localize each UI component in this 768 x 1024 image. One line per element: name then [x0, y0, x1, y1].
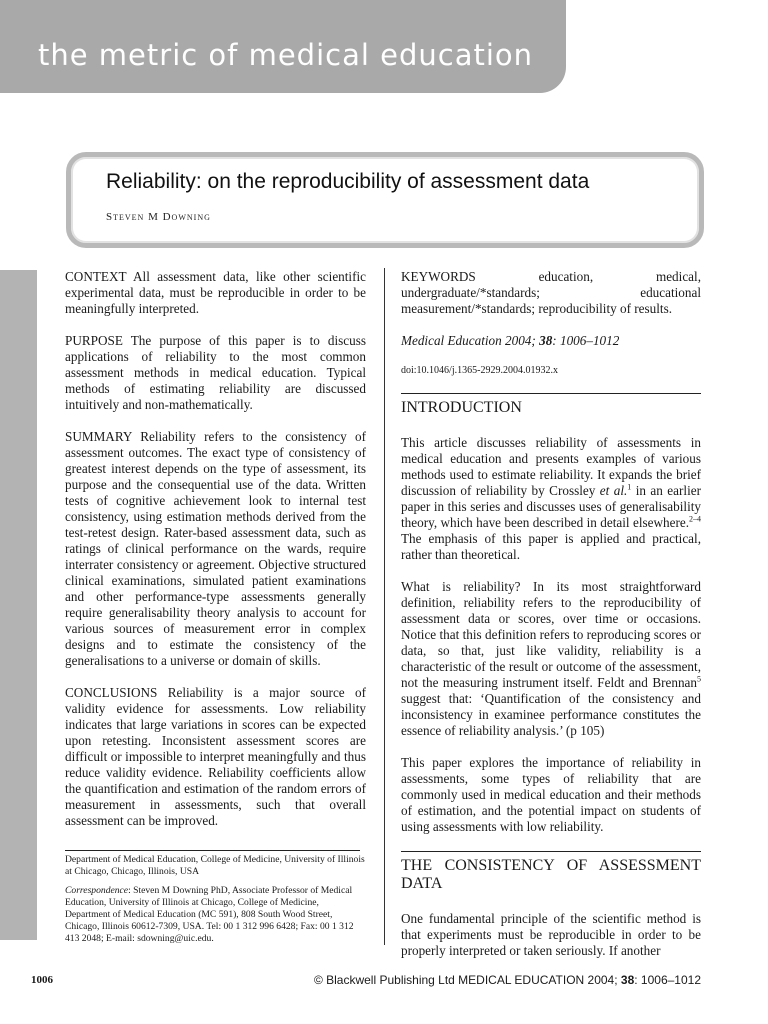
intro-p1-text-b: in an earlier paper in this series and discusses uses of generalisability theory, which have been described in detail elsewhere.: [401, 483, 701, 530]
intro-p1-ref-2: 2–4: [689, 514, 701, 524]
citation-pages: : 1006–1012: [552, 333, 620, 348]
title-frame: [66, 152, 704, 248]
journal-banner: [0, 0, 566, 93]
intro-p1-text-c: The emphasis of this paper is applied and practical, rather than theoretical.: [401, 531, 701, 562]
intro-p1-etal: et al.: [599, 483, 628, 498]
body-column: [401, 269, 701, 975]
correspondence-text: : Steven M Downing PhD, Associate Professor of Medical Education, University of Illinois at Chicago, College of Medicine, Department of Medical Education (MC 591), 808 South Wood Street, Chicago, Illinois 60612-7309, USA. Tel: 00 1 312 996 6428; Fax: 00 1 312 413 2048; E-mail: sdowning@uic.edu.: [65, 885, 354, 944]
author-name: Steven M Downing: [106, 211, 211, 223]
abstract-purpose-text: The purpose of this paper is to discuss applications of reliability to the most common assessment methods in medical education. Typical methods of estimating reliability are discussed intuitively and non-mathematically.: [65, 333, 367, 412]
introduction-heading: INTRODUCTION: [401, 399, 522, 416]
intro-p1-ref-1: 1: [627, 482, 632, 492]
affiliation-correspondence: [65, 885, 366, 945]
consistency-heading: THE CONSISTENCY OF ASSESSMENT DATA: [401, 857, 701, 892]
abstract-purpose-head: PURPOSE: [65, 333, 123, 348]
introduction-rule: [401, 393, 701, 394]
keywords: [401, 269, 701, 317]
introduction-paragraph-2: [401, 579, 701, 739]
intro-p2-ref: 5: [697, 674, 701, 684]
footer-volume: 38: [620, 973, 635, 987]
consistency-paragraph-1: One fundamental principle of the scientific method is that experiments must be reproducible in order to be properly interpreted or taken seriously. If another: [401, 911, 701, 958]
column-divider: [384, 268, 385, 945]
abstract-conclusions-head: CONCLUSIONS: [65, 685, 158, 700]
citation-year: 2004;: [505, 333, 536, 348]
abstract-purpose: [65, 333, 366, 413]
introduction-paragraph-3: This paper explores the importance of reliability in assessments, some types of reliability that are commonly used in medical education and their methods of estimation, and the potential impact on students of using assessments with low reliability.: [401, 755, 701, 834]
citation-line: [401, 333, 701, 349]
consistency-rule: [401, 851, 701, 852]
footer-publisher: © Blackwell Publishing Ltd MEDICAL EDUCATION 2004;: [313, 973, 618, 987]
introduction-paragraph-1: [401, 435, 701, 563]
correspondence-label: Correspondence: [65, 885, 129, 896]
keywords-head: KEYWORDS: [401, 269, 476, 284]
abstract-summary-head: SUMMARY: [65, 429, 132, 444]
abstract-column: [65, 269, 366, 845]
footer-copyright: [314, 973, 701, 987]
citation-doi: doi:10.1046/j.1365-2929.2004.01932.x: [401, 365, 558, 376]
citation-journal: Medical Education: [401, 333, 502, 348]
abstract-context: [65, 269, 366, 317]
banner-title: the metric of medical education: [38, 38, 534, 72]
affiliation-block: [65, 854, 366, 952]
abstract-conclusions: [65, 685, 366, 829]
page-number: 1006: [31, 974, 53, 986]
intro-p2-text-a: What is reliability? In its most straightforward definition, reliability refers to the reproducibility of assessment data or scores, over time or occasions. Notice that this definition refers to reproducing scores or data, so that, just like validity, reliability is a characteristic of the result or outcome of the assessment, not the measuring instrument itself. Feldt and Brennan: [401, 579, 701, 690]
affiliation-rule: [65, 850, 360, 851]
intro-p1-text-a: This article discusses reliability of assessments in medical education and presents examples of various methods used to estimate reliability. It expands the brief discussion of reliability by Crossley: [401, 435, 701, 498]
abstract-summary: [65, 429, 366, 669]
abstract-conclusions-text: Reliability is a major source of validity evidence for assessments. Low reliability indicates that large variations in scores can be expected upon retesting. Inconsistent assessment scores are difficult or impossible to interpret meaningfully and thus reduce validity evidence. Reliability coefficients allow the quantification and estimation of the random errors of measurement in assessments, such that overall assessment can be improved.: [65, 685, 366, 828]
article-title: Reliability: on the reproducibility of assessment data: [106, 170, 590, 193]
abstract-context-text: All assessment data, like other scientific experimental data, must be reproducible in order to be meaningfully interpreted.: [65, 269, 367, 316]
abstract-context-head: CONTEXT: [65, 269, 127, 284]
abstract-summary-text: Reliability refers to the consistency of assessment outcomes. The exact type of consistency of greatest interest depends on the type of assessment, its purpose and the consequential use of the data. Written tests of cognitive achievement look to internal test consistency, using estimation methods derived from the test-retest design. Rater-based assessment data, such as ratings of clinical performance on the wards, require interrater consistency or agreement. Objective structured clinical examinations, simulated patient examinations and other performance-type assessments generally require generalisability theory analysis to account for various sources of measurement error in complex designs and to estimate the consistency of the generalisations to a universe or domain of skills.: [65, 429, 366, 668]
intro-p2-text-b: suggest that: ‘Quantification of the consistency and inconsistency in examinee performance constitutes the essence of reliability analysis.’ (p 105): [401, 691, 701, 738]
citation-volume: 38: [539, 333, 553, 348]
affiliation-department: Department of Medical Education, College of Medicine, University of Illinois at Chicago, Chicago, Illinois, USA: [65, 854, 365, 877]
footer-pages: : 1006–1012: [634, 973, 701, 987]
keywords-text: education, medical, undergraduate/*standards; educational measurement/*standards; reproducibility of results.: [401, 269, 701, 316]
side-decor-bar: [0, 270, 37, 940]
